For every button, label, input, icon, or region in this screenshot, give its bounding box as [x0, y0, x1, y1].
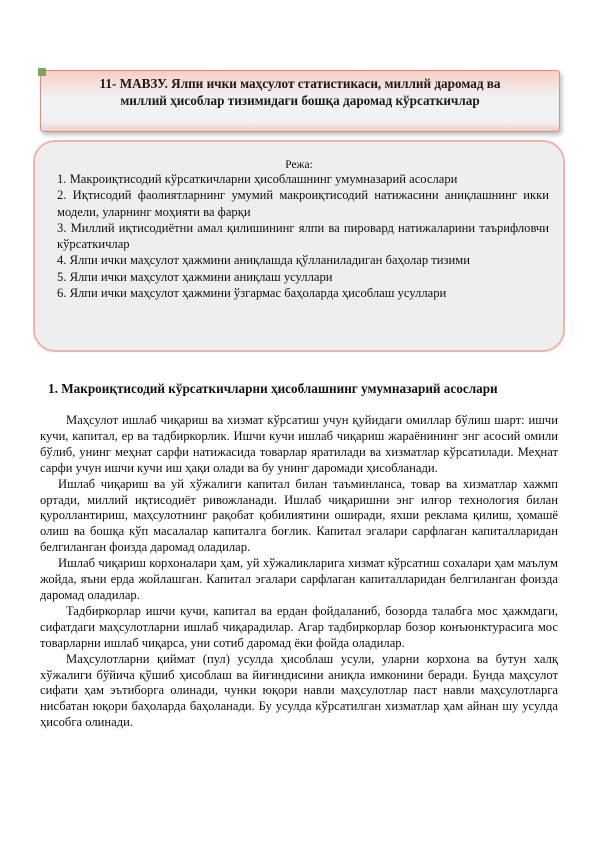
plan-item-3: 3. Миллий иқтисодиётни амал қилишининг ялпи ва пировард натижаларини таърифловчи кўрсаткичлар	[57, 220, 549, 252]
paragraph-2: Ишлаб чиқариш ва уй хўжалиги капитал билан таъминланса, товар ва хизматлар хажмп ортади, миллий иқтисодиёт ривожланади. Ишлаб чиқаришни энг илғор технология билан қуроллантириш, маҳсулотнинг рақобат қобилиятини оширади, яхши реклама қилиш, ҳомашё олиш ва бошқа кўп масалалар капиталга боғлик. Капитал эгалари сарфлаган капиталларидан белгиланган фоизда даромад оладилар.	[40, 476, 558, 555]
plan-item-1: 1. Макроиқтисодий кўрсаткичларни ҳисоблашнинг умумназарий асослари	[57, 172, 458, 186]
topic-title-line-2: миллий ҳисоблар тизимидаги бошқа даромад кўрсаткичлар	[120, 93, 480, 108]
topic-title	[59, 75, 541, 109]
topic-title-line-1: 11- МАВЗУ. Ялпи ички маҳсулот статистикаси, миллий даромад ва	[99, 76, 501, 91]
paragraph-5: Маҳсулотларни қиймат (пул) усулда ҳисоблаш усули, уларни корхона ва бутун халқ хўжалиги бўйича қўшиб ҳисоблаш ва йиғиндисини аниқла имконини беради. Бунда маҳсулот сифати ҳам эътиборга олинади, чунки юқори навли маҳсулотлар паст навли маҳсулотларга нисбатан юқори баҳоларда баҳоланади. Бу усулда кўрсатилган хизматлар ҳам айнан шу усулда ҳисобга олинади.	[40, 651, 558, 730]
paragraph-3: Ишлаб чиқариш корхоналари ҳам, уй хўжаликларига хизмат кўрсатиш сохалари ҳам маълум жойда, яъни ерда жойлашган. Капитал эгалари сарфлаган капиталларидан белгиланган фоизда даромад оладилар.	[40, 556, 558, 602]
plan-item-6: 6. Ялпи ички маҳсулот ҳажмини ўзгармас баҳоларда ҳисоблаш усуллари	[57, 286, 447, 301]
paragraph-4: Тадбиркорлар ишчи кучи, капитал ва ердан фойдаланиб, бозорда талабга мос ҳажмдаги, сифатдаги маҳсулотларни ишлаб чиқарадилар. Агар тадбиркорлар бозор конъюнктурасига мос товарларни ишлаб чиқарса, уни сотиб даромад ёки фойда оладилар.	[40, 603, 558, 650]
banner-corner-decoration	[38, 68, 46, 76]
paragraph-1: Маҳсулот ишлаб чиқариш ва хизмат кўрсатиш учун қуйидаги омиллар бўлиш шарт: ишчи кучи, капитал, ер ва тадбиркорлик. Ишчи кучи ишлаб чиқариш жараёнининг энг асосий омили бўлиб, унинг меҳнат сарфи натижасида товарлар яратилади ва хизматлар кўрсатилади. Меҳнат сарфи учун ишчи кучи иш ҳақи олади ва бу унинг даромади ҳисобланади.	[40, 413, 558, 475]
plan-item-2: 2. Иқтисодий фаолиятларнинг умумий макроиқтисодий натижасини аниқлашнинг икки модели, уларнинг моҳияти ва фарқи	[57, 188, 549, 219]
section-heading: 1. Макроиқтисодий кўрсаткичларни ҳисоблашнинг умумназарий асослари	[48, 381, 498, 396]
plan-item-4: 4. Ялпи ички маҳсулот ҳажмини аниқлашда қўлланиладиган баҳолар тизими	[57, 253, 470, 268]
plan-item-5: 5. Ялпи ички маҳсулот ҳажмини аниқлаш усуллари	[57, 269, 333, 284]
plan-list	[57, 171, 549, 301]
topic-title-banner	[40, 70, 560, 132]
plan-heading: Режа:	[285, 159, 313, 171]
plan-box	[33, 140, 565, 352]
body-text	[40, 413, 558, 731]
